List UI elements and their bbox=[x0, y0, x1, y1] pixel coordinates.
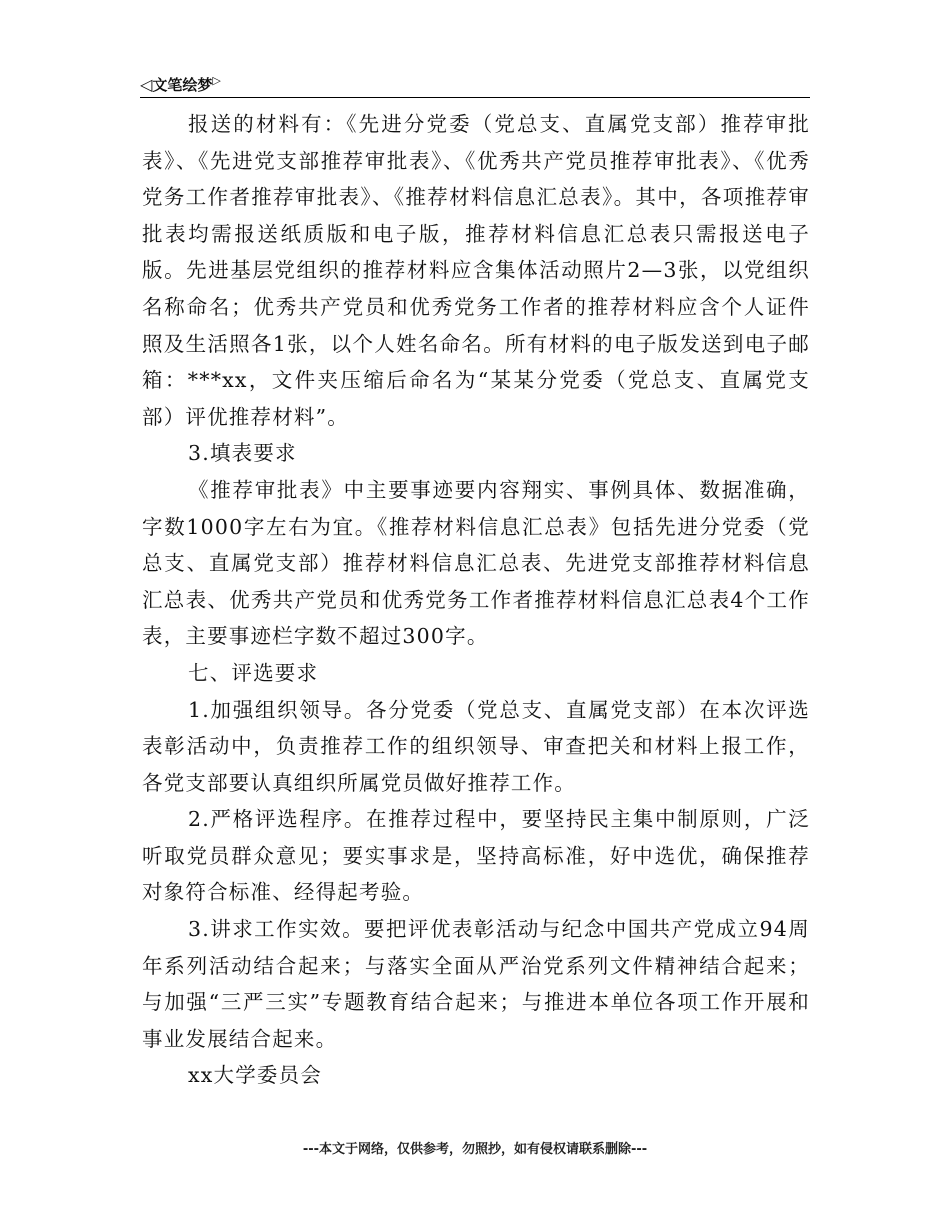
page-header bbox=[140, 74, 810, 96]
footer-disclaimer: ---本文于网络，仅供参考，勿照抄，如有侵权请联系删除--- bbox=[302, 1142, 648, 1157]
paragraph-materials: 报送的材料有：《先进分党委（党总支、直属党支部）推荐审批表》、《先进党支部推荐审批表》、《优秀共产党员推荐审批表》、《优秀党务工作者推荐审批表》、《推荐材料信息汇总表》。其中，各项推荐审批表均需报送纸质版和电子版，推荐材料信息汇总表只需报送电子版。先进基层党组织的推荐材料应含集体活动照片2—3张，以党组织名称命名；优秀共产党员和优秀党务工作者的推荐材料应含个人证件照及生活照各1张，以个人姓名命名。所有材料的电子版发送到电子邮箱：***xx，文件夹压缩后命名为“某某分党委（党总支、直属党支部）评优推荐材料”。 bbox=[142, 112, 810, 429]
heading-selection-requirements: 七、评选要求 bbox=[188, 660, 319, 685]
paragraph-leadership: 1.加强组织领导。各分党委（党总支、直属党支部）在本次评选表彰活动中，负责推荐工作的组织领导、审查把关和材料上报工作，各党支部要认真组织所属党员做好推荐工作。 bbox=[142, 697, 810, 795]
signature-committee: xx大学委员会 bbox=[188, 1063, 323, 1088]
right-triangle-icon: ▷ bbox=[212, 74, 221, 87]
paragraph-fill-requirements: 《推荐审批表》中主要事迹要内容翔实、事例具体、数据准确，字数1000字左右为宜。《推荐材料信息汇总表》包括先进分党委（党总支、直属党支部）推荐材料信息汇总表、先进党支部推荐材料信息汇总表、优秀共产党员和优秀党务工作者推荐材料信息汇总表4个工作表，主要事迹栏字数不超过300字。 bbox=[142, 477, 810, 649]
paragraph-effectiveness: 3.讲求工作实效。要把评优表彰活动与纪念中国共产党成立94周年系列活动结合起来；与落实全面从严治党系列文件精神结合起来；与加强“三严三实”专题教育结合起来；与推进本单位各项工作开展和事业发展结合起来。 bbox=[142, 917, 810, 1051]
header-rule bbox=[140, 97, 810, 98]
left-triangle-icon: ◁ bbox=[140, 75, 153, 94]
heading-fill-requirements: 3.填表要求 bbox=[188, 441, 297, 466]
header-title: 文笔绘梦 bbox=[152, 76, 213, 94]
document-body bbox=[142, 106, 810, 1094]
paragraph-procedure: 2.严格评选程序。在推荐过程中，要坚持民主集中制原则，广泛听取党员群众意见；要实事求是，坚持高标准，好中选优，确保推荐对象符合标准、经得起考验。 bbox=[142, 807, 810, 905]
